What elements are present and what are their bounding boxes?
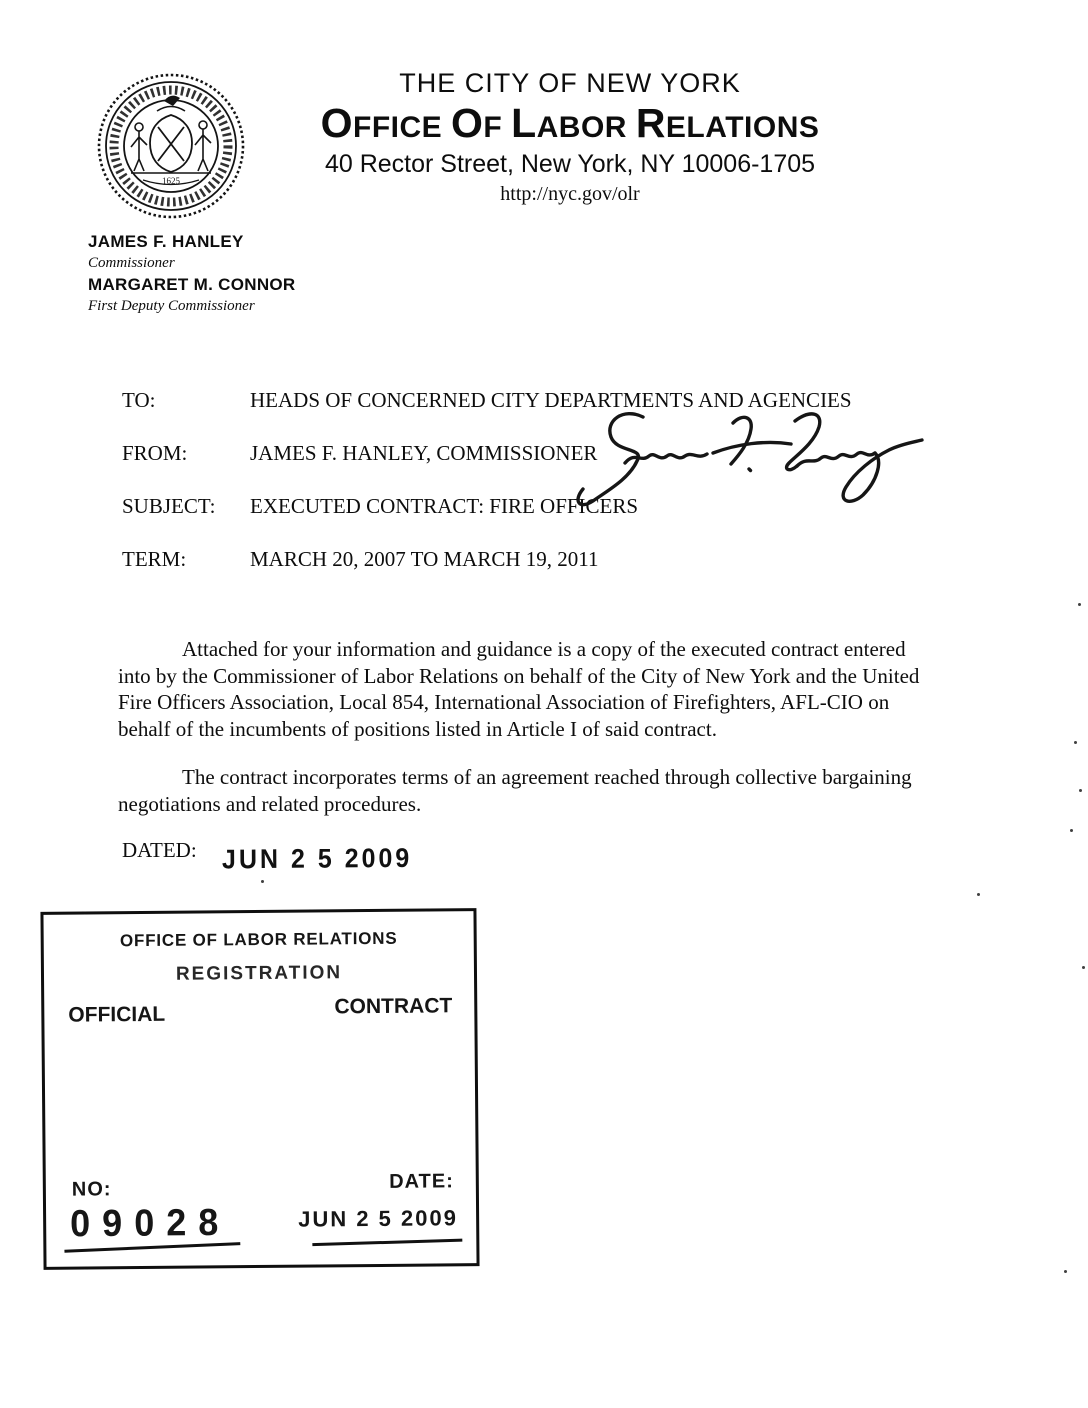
memo-row-to: [122, 388, 952, 412]
website-url: http://nyc.gov/olr: [500, 183, 640, 205]
memo-label: SUBJECT:: [122, 494, 216, 518]
memo-label: FROM:: [122, 441, 188, 465]
scan-speck: [1078, 603, 1081, 606]
memo-value: JAMES F. HANLEY, COMMISSIONER: [250, 441, 598, 465]
memo-value: MARCH 20, 2007 TO MARCH 19, 2011: [250, 547, 599, 571]
memo-label: TERM:: [122, 547, 187, 571]
stamp-no-label: NO:: [71, 1178, 112, 1201]
scan-speck: [1070, 829, 1073, 832]
memo-header-block: [122, 388, 952, 600]
stamp-title: OFFICE OF LABOR RELATIONS: [119, 928, 398, 951]
scan-speck: [261, 880, 264, 883]
letter-body: [118, 636, 936, 839]
seal-year: 1625: [162, 176, 180, 186]
official-name: JAMES F. HANLEY: [88, 232, 244, 251]
memo-row-term: [122, 547, 952, 571]
stamp-contract-label: CONTRACT: [334, 994, 453, 1019]
memo-label: TO:: [122, 388, 156, 412]
official-title: First Deputy Commissioner: [88, 298, 255, 314]
dated-label: DATED:: [122, 838, 197, 862]
address-line: 40 Rector Street, New York, NY 10006-1705: [324, 150, 816, 178]
memo-row-subject: [122, 494, 952, 518]
seal-windmill-sails: [158, 127, 184, 161]
memo-row-from: [122, 441, 952, 465]
stamp-date-label: DATE:: [389, 1170, 454, 1193]
office-name: OFFICE OF LABOR RELATIONS: [320, 100, 820, 146]
stamp-date-underline: [312, 1239, 462, 1246]
officials-block: [88, 232, 296, 318]
scan-speck: [1079, 789, 1082, 792]
dated-row: [122, 838, 413, 884]
body-paragraph-1: Attached for your information and guidance is a copy of the executed contract entered into by the Commissioner of Labor Relations on behalf of the City of New York and the United Fire Officers Association, Local 854, International Association of Firefighters, AFL-CIO on behalf of the incumbents of positions listed in Article I of said contract.: [118, 637, 920, 741]
stamp-subtitle: REGISTRATION: [175, 962, 343, 985]
letterhead: [320, 68, 820, 206]
city-line: THE CITY OF NEW YORK: [399, 68, 741, 98]
official-title: Commissioner: [88, 255, 175, 271]
scan-speck: [1064, 1270, 1067, 1273]
nyc-city-seal-icon: [95, 71, 247, 221]
stamp-official-label: OFFICIAL: [68, 1002, 166, 1027]
scan-speck: [1082, 966, 1085, 969]
official-name: MARGARET M. CONNOR: [88, 275, 296, 294]
memo-value: HEADS OF CONCERNED CITY DEPARTMENTS AND AGENCIES: [250, 388, 852, 412]
seal-figure-right: [195, 129, 211, 171]
registration-stamp: [40, 908, 479, 1270]
stamp-date-value: JUN 2 5 2009: [298, 1205, 459, 1232]
date-stamp: JUN 2 5 2009: [221, 843, 413, 875]
stamp-no-value: 09028: [69, 1200, 231, 1245]
body-paragraph-2: The contract incorporates terms of an agreement reached through collective bargaining negotiations and related procedures.: [118, 765, 912, 816]
stamp-official-contract-row: [44, 994, 474, 1028]
scan-speck: [1074, 741, 1077, 744]
memo-value: EXECUTED CONTRACT: FIRE OFFICERS: [250, 494, 639, 518]
seal-figure-left: [131, 131, 147, 171]
scan-speck: [977, 893, 980, 896]
